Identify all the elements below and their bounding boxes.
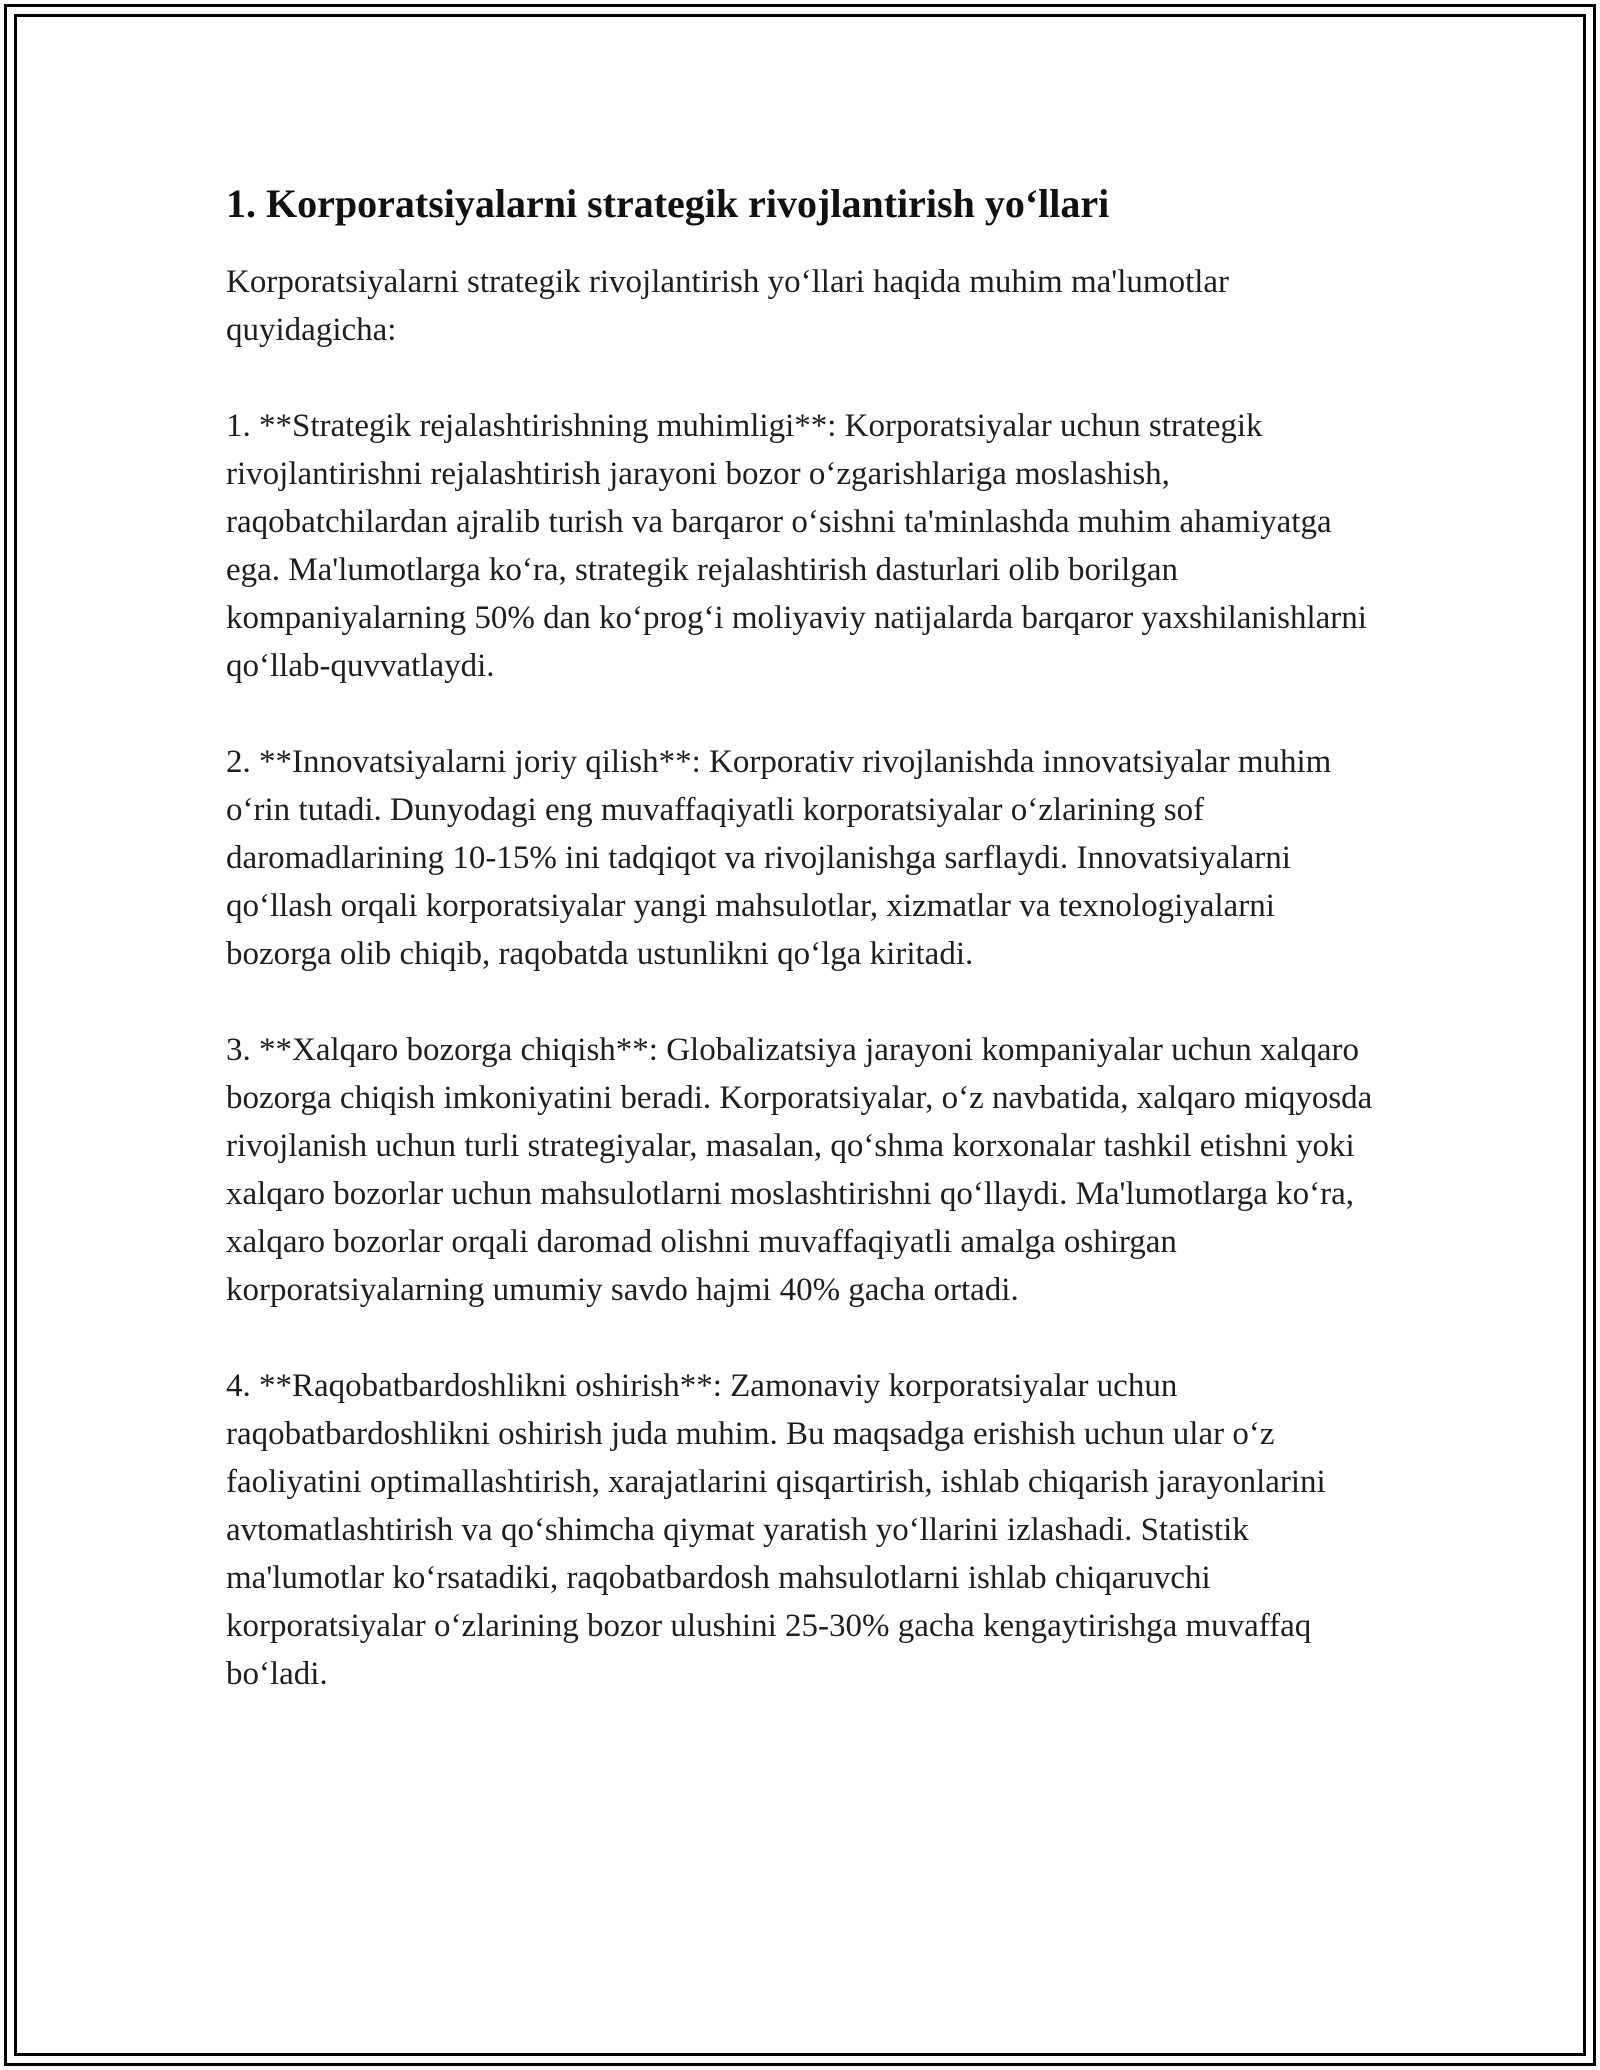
paragraph-innovation: 2. **Innovatsiyalarni joriy qilish**: Korporativ rivojlanishda innovatsiyalar muhim o‘rin tutadi. Dunyodagi eng muvaffaqiyatli korporatsiyalar o‘zlarining sof daromadlarining 10-15% ini tadqiqot va rivojlanishga sarflaydi. Innovatsiyalarni qo‘llash orqali korporatsiyalar yangi mahsulotlar, xizmatlar va texnologiyalarni bozorga olib chiqib, raqobatda ustunlikni qo‘lga kiritadi. (226, 744, 1332, 972)
paragraph-strategic-planning: 1. **Strategik rejalashtirishning muhimligi**: Korporatsiyalar uchun strategik rivojlantirishni rejalashtirish jarayoni bozor o‘zgarishlariga moslashish, raqobatchilardan ajralib turish va barqaror o‘sishni ta'minlashda muhim ahamiyatga ega. Ma'lumotlarga ko‘ra, strategik rejalashtirish dasturlari olib borilgan kompaniyalarning 50% dan ko‘prog‘i moliyaviy natijalarda barqaror yaxshilanishlarni qo‘llab-quvvatlaydi. (226, 408, 1367, 684)
paragraph-competitiveness: 4. **Raqobatbardoshlikni oshirish**: Zamonaviy korporatsiyalar uchun raqobatbardoshlikni oshirish juda muhim. Bu maqsadga erishish uchun ular o‘z faoliyatini optimallashtirish, xarajatlarini qisqartirish, ishlab chiqarish jarayonlarini avtomatlashtirish va qo‘shimcha qiymat yaratish yo‘llarini izlashadi. Statistik ma'lumotlar ko‘rsatadiki, raqobatbardosh mahsulotlarni ishlab chiqaruvchi korporatsiyalar o‘zlarining bozor ulushini 25-30% gacha kengaytirishga muvaffaq bo‘ladi. (226, 1368, 1326, 1692)
document-title: 1. Korporatsiyalarni strategik rivojlantirish yo‘llari (226, 181, 1110, 226)
document-body (226, 178, 1376, 1746)
intro-paragraph: Korporatsiyalarni strategik rivojlantirish yo‘llari haqida muhim ma'lumotlar quyidagicha: (226, 264, 1230, 348)
paragraph-international-market: 3. **Xalqaro bozorga chiqish**: Globalizatsiya jarayoni kompaniyalar uchun xalqaro bozorga chiqish imkoniyatini beradi. Korporatsiyalar, o‘z navbatida, xalqaro miqyosda rivojlanish uchun turli strategiyalar, masalan, qo‘shma korxonalar tashkil etishni yoki xalqaro bozorlar uchun mahsulotlarni moslashtirishni qo‘llaydi. Ma'lumotlarga ko‘ra, xalqaro bozorlar orqali daromad olishni muvaffaqiyatli amalga oshirgan korporatsiyalarning umumiy savdo hajmi 40% gacha ortadi. (226, 1032, 1373, 1308)
